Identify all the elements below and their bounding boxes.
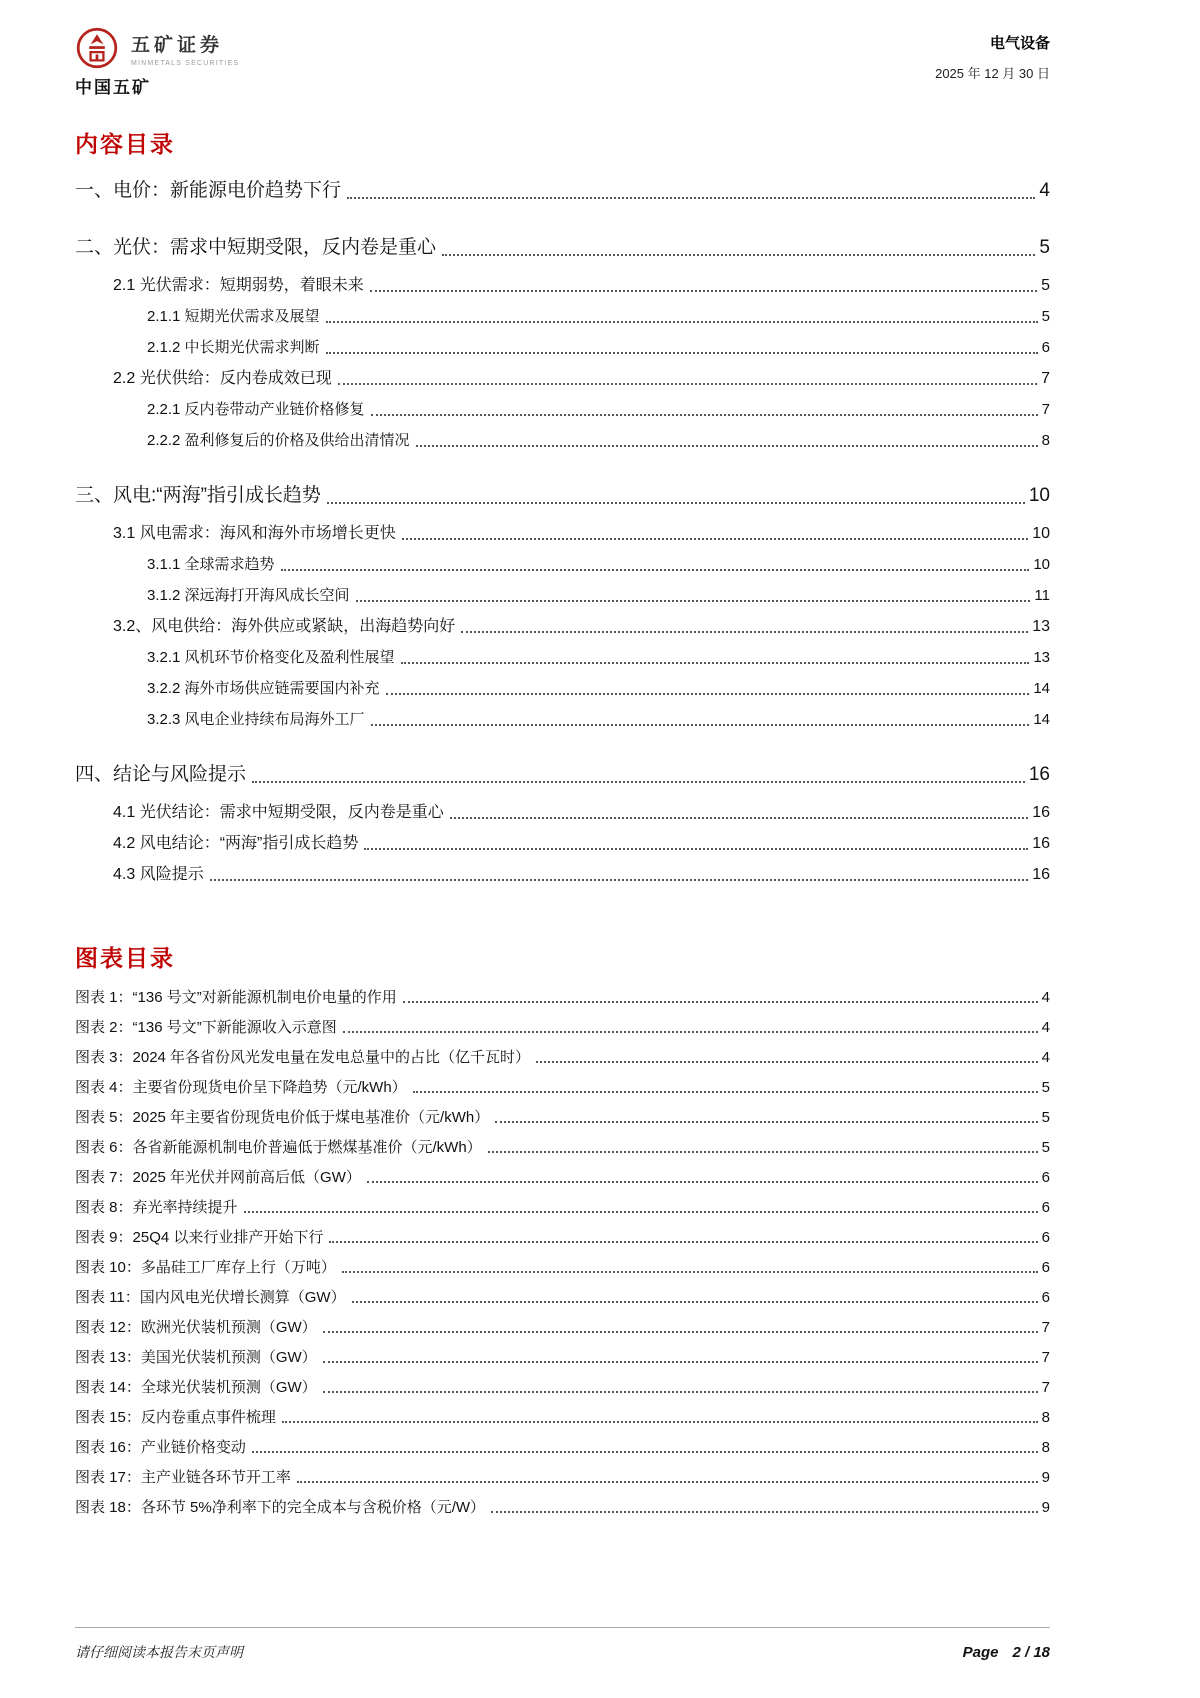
figure-item-page: 8 — [1041, 1409, 1050, 1426]
footer-page-info — [963, 1644, 1050, 1661]
figure-item[interactable] — [75, 1077, 1050, 1098]
toc-item[interactable] — [75, 368, 1050, 390]
figure-item-label: 图表 6：各省新能源机制电价普遍低于燃煤基准价（元/kWh） — [75, 1139, 482, 1156]
toc-item-label: 三、风电:“两海”指引成长趋势 — [75, 485, 321, 506]
figure-item-page: 4 — [1041, 989, 1050, 1006]
toc-item-label: 4.2 风电结论：“两海”指引成长趋势 — [113, 835, 359, 852]
toc-item[interactable] — [75, 616, 1050, 638]
dot-leader — [386, 693, 1030, 695]
toc-item[interactable] — [75, 761, 1050, 788]
figure-item-page: 6 — [1041, 1199, 1050, 1216]
figure-item-page: 7 — [1041, 1319, 1050, 1336]
toc-item-page: 11 — [1034, 587, 1050, 604]
figure-item[interactable] — [75, 1017, 1050, 1038]
figure-item-page: 4 — [1041, 1019, 1050, 1036]
report-header — [75, 26, 1050, 98]
figure-item-page: 8 — [1041, 1439, 1050, 1456]
dot-leader — [495, 1121, 1037, 1123]
toc-item[interactable] — [75, 177, 1050, 204]
figure-item[interactable] — [75, 1257, 1050, 1278]
toc-item-label: 2.1.2 中长期光伏需求判断 — [147, 339, 320, 356]
page-footer — [75, 1627, 1050, 1662]
figure-item-page: 6 — [1041, 1169, 1050, 1186]
figure-item-label: 图表 16：产业链价格变动 — [75, 1439, 246, 1456]
figure-item-page: 5 — [1041, 1079, 1050, 1096]
figure-item-label: 图表 5：2025 年主要省份现货电价低于煤电基准价（元/kWh） — [75, 1109, 490, 1126]
dot-leader — [323, 1391, 1038, 1393]
toc-item-label: 四、结论与风险提示 — [75, 764, 247, 785]
figure-item-label: 图表 8：弃光率持续提升 — [75, 1199, 238, 1216]
footer-page-value: 2 / 18 — [1012, 1644, 1050, 1661]
figure-item[interactable] — [75, 1377, 1050, 1398]
dot-leader — [326, 352, 1038, 354]
toc-item-label: 一、电价：新能源电价趋势下行 — [75, 180, 342, 201]
toc-item-label: 3.2.3 风电企业持续布局海外工厂 — [147, 711, 365, 728]
dot-leader — [338, 383, 1037, 385]
toc-item-label: 2.2.2 盈利修复后的价格及供给出清情况 — [147, 432, 410, 449]
dot-leader — [297, 1481, 1038, 1483]
toc-item-label: 2.1 光伏需求：短期弱势，着眼未来 — [113, 277, 364, 294]
toc-item-page: 5 — [1041, 308, 1050, 325]
toc-item-page: 7 — [1041, 370, 1050, 387]
figure-item[interactable] — [75, 1137, 1050, 1158]
dot-leader — [342, 1271, 1038, 1273]
dot-leader — [347, 197, 1035, 199]
toc-section — [75, 126, 1050, 886]
figure-item[interactable] — [75, 1167, 1050, 1188]
figure-item-label: 图表 9：25Q4 以来行业排产开始下行 — [75, 1229, 324, 1246]
dot-leader — [403, 1001, 1038, 1003]
brand-subtitle: MINMETALS SECURITIES — [131, 59, 240, 67]
toc-item-page: 16 — [1032, 866, 1050, 883]
toc-item-page: 16 — [1032, 835, 1050, 852]
figure-item[interactable] — [75, 1347, 1050, 1368]
toc-item[interactable] — [75, 864, 1050, 886]
dot-leader — [416, 445, 1038, 447]
toc-item-page: 8 — [1041, 432, 1050, 449]
figure-item[interactable] — [75, 1287, 1050, 1308]
figure-item-page: 6 — [1041, 1289, 1050, 1306]
figure-list — [75, 987, 1050, 1518]
toc-item-page: 5 — [1041, 277, 1050, 294]
figure-item[interactable] — [75, 987, 1050, 1008]
figure-item-label: 图表 2：“136 号文”下新能源收入示意图 — [75, 1019, 337, 1036]
dot-leader — [536, 1061, 1038, 1063]
figure-item-label: 图表 15：反内卷重点事件梳理 — [75, 1409, 276, 1426]
header-meta — [935, 26, 1050, 82]
brand-logo — [75, 26, 239, 98]
toc-item-page: 10 — [1033, 556, 1050, 573]
toc-item-page: 6 — [1041, 339, 1050, 356]
figure-item-page: 9 — [1041, 1469, 1050, 1486]
toc-item[interactable] — [75, 523, 1050, 545]
toc-item-label: 二、光伏：需求中短期受限，反内卷是重心 — [75, 237, 437, 258]
dot-leader — [371, 724, 1030, 726]
figure-item[interactable] — [75, 1047, 1050, 1068]
dot-leader — [323, 1361, 1038, 1363]
footer-page-label: Page — [962, 1644, 999, 1661]
figure-item-label: 图表 3：2024 年各省份风光发电量在发电总量中的占比（亿千瓦时） — [75, 1049, 531, 1066]
toc-item[interactable] — [75, 275, 1050, 297]
toc-item-page: 7 — [1041, 401, 1050, 418]
toc-item[interactable] — [75, 802, 1050, 824]
dot-leader — [252, 1451, 1038, 1453]
dot-leader — [323, 1331, 1038, 1333]
toc-item[interactable] — [75, 306, 1050, 328]
dot-leader — [356, 600, 1031, 602]
figure-item-label: 图表 13：美国光伏装机预测（GW） — [75, 1349, 317, 1366]
dot-leader — [364, 848, 1028, 850]
toc-item-page: 10 — [1032, 525, 1050, 542]
dot-leader — [252, 781, 1025, 783]
toc-item[interactable] — [75, 430, 1050, 452]
toc-item-page: 14 — [1033, 680, 1050, 697]
dot-leader — [450, 817, 1029, 819]
figure-item-label: 图表 7：2025 年光伏并网前高后低（GW） — [75, 1169, 361, 1186]
toc-item-page: 16 — [1028, 764, 1050, 785]
dot-leader — [491, 1511, 1038, 1513]
toc-item-label: 3.1.1 全球需求趋势 — [147, 556, 275, 573]
toc-item-label: 2.2 光伏供给：反内卷成效已现 — [113, 370, 332, 387]
figure-item-label: 图表 11：国内风电光伏增长测算（GW） — [75, 1289, 346, 1306]
figures-section — [75, 940, 1050, 1518]
toc-title: 内容目录 — [75, 131, 175, 157]
figures-title: 图表目录 — [75, 945, 175, 971]
toc-item[interactable] — [75, 399, 1050, 421]
dot-leader — [401, 662, 1030, 664]
dot-leader — [282, 1421, 1038, 1423]
logo-text: 中国五矿 — [75, 78, 151, 97]
report-date: 2025 年 12 月 30 日 — [935, 66, 1050, 81]
dot-leader — [210, 879, 1029, 881]
dot-leader — [370, 290, 1037, 292]
toc-item-label: 3.2、风电供给：海外供应或紧缺，出海趋势向好 — [113, 618, 456, 635]
dot-leader — [244, 1211, 1038, 1213]
dot-leader — [343, 1031, 1038, 1033]
toc-item-page: 16 — [1032, 804, 1050, 821]
toc-item-page: 13 — [1033, 649, 1050, 666]
dot-leader — [442, 254, 1035, 256]
figure-item[interactable] — [75, 1497, 1050, 1518]
toc-item[interactable] — [75, 585, 1050, 607]
figure-item[interactable] — [75, 1227, 1050, 1248]
figure-item[interactable] — [75, 1407, 1050, 1428]
dot-leader — [352, 1301, 1038, 1303]
figure-item-label: 图表 14：全球光伏装机预测（GW） — [75, 1379, 317, 1396]
figure-item[interactable] — [75, 1467, 1050, 1488]
toc-item[interactable] — [75, 234, 1050, 261]
figure-item-page: 4 — [1041, 1049, 1050, 1066]
report-category: 电气设备 — [989, 35, 1050, 52]
figure-item-page: 6 — [1041, 1229, 1050, 1246]
figure-item-label: 图表 17：主产业链各环节开工率 — [75, 1469, 291, 1486]
toc-item[interactable] — [75, 709, 1050, 731]
toc-item[interactable] — [75, 647, 1050, 669]
toc-item-label: 3.2.1 风机环节价格变化及盈利性展望 — [147, 649, 395, 666]
dot-leader — [488, 1151, 1038, 1153]
figure-item-label: 图表 1：“136 号文”对新能源机制电价电量的作用 — [75, 989, 397, 1006]
figure-item[interactable] — [75, 1317, 1050, 1338]
figure-item-label: 图表 18：各环节 5%净利率下的完全成本与含税价格（元/W） — [75, 1499, 486, 1516]
toc-item-label: 3.1 风电需求：海风和海外市场增长更快 — [113, 525, 396, 542]
dot-leader — [461, 631, 1028, 633]
figure-item-page: 9 — [1041, 1499, 1050, 1516]
toc-item-page: 13 — [1032, 618, 1050, 635]
figure-item-page: 7 — [1041, 1349, 1050, 1366]
figure-item-label: 图表 4：主要省份现货电价呈下降趋势（元/kWh） — [75, 1079, 407, 1096]
dot-leader — [367, 1181, 1038, 1183]
dot-leader — [327, 502, 1025, 504]
toc-item[interactable] — [75, 554, 1050, 576]
toc-item-label: 4.1 光伏结论：需求中短期受限，反内卷是重心 — [113, 804, 444, 821]
toc-item-page: 4 — [1039, 180, 1050, 201]
dot-leader — [281, 569, 1030, 571]
dot-leader — [329, 1241, 1037, 1243]
figure-item[interactable] — [75, 1197, 1050, 1218]
toc-item[interactable] — [75, 337, 1050, 359]
toc-item-page: 14 — [1033, 711, 1050, 728]
dot-leader — [326, 321, 1038, 323]
toc-item-page: 5 — [1039, 237, 1050, 258]
toc-item[interactable] — [75, 678, 1050, 700]
toc-list — [75, 177, 1050, 886]
dot-leader — [371, 414, 1038, 416]
toc-item-label: 3.2.2 海外市场供应链需要国内补充 — [147, 680, 380, 697]
figure-item-page: 5 — [1041, 1139, 1050, 1156]
figure-item-label: 图表 10：多晶硅工厂库存上行（万吨） — [75, 1259, 336, 1276]
toc-item-page: 10 — [1028, 485, 1050, 506]
toc-item-label: 3.1.2 深远海打开海风成长空间 — [147, 587, 350, 604]
toc-item-label: 2.1.1 短期光伏需求及展望 — [147, 308, 320, 325]
toc-item-label: 4.3 风险提示 — [113, 866, 204, 883]
figure-item-page: 5 — [1041, 1109, 1050, 1126]
toc-item[interactable] — [75, 833, 1050, 855]
figure-item-page: 7 — [1041, 1379, 1050, 1396]
figure-item[interactable] — [75, 1437, 1050, 1458]
toc-item-label: 2.2.1 反内卷带动产业链价格修复 — [147, 401, 365, 418]
figure-item-label: 图表 12：欧洲光伏装机预测（GW） — [75, 1319, 317, 1336]
toc-item[interactable] — [75, 482, 1050, 509]
footer-disclaimer: 请仔细阅读本报告末页声明 — [75, 1644, 243, 1660]
figure-item[interactable] — [75, 1107, 1050, 1128]
dot-leader — [402, 538, 1029, 540]
brand-name: 五矿证券 — [131, 34, 224, 56]
figure-item-page: 6 — [1041, 1259, 1050, 1276]
dot-leader — [413, 1091, 1038, 1093]
minmetals-emblem-icon — [75, 26, 119, 70]
